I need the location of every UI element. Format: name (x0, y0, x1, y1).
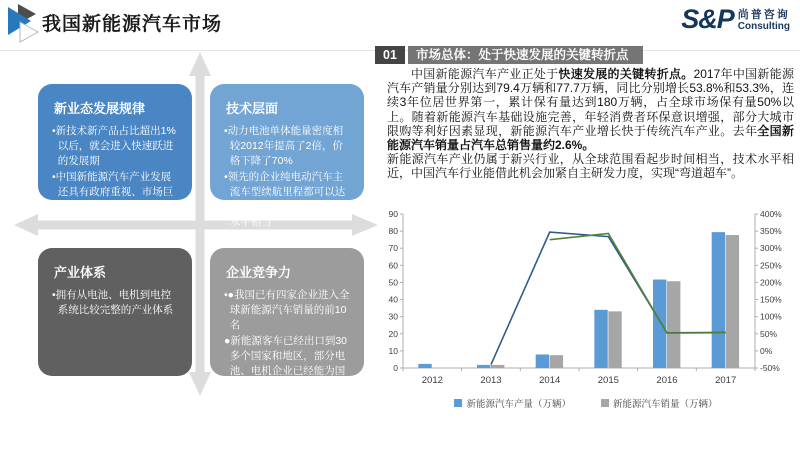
legend-label-sales: 新能源汽车销量（万辆） (613, 399, 718, 410)
quadrant-bullet: •动力电池单体能量密度相较2012年提高了2倍，价格下降了70% (224, 125, 344, 168)
svg-text:2015: 2015 (597, 375, 619, 386)
svg-text:2016: 2016 (656, 375, 678, 386)
quadrant-bullet: •新技术新产品占比超出1%以后，就会进入快速跃进的发展期 (52, 125, 176, 168)
quadrant-bullet: ●新能源客车已经出口到30多个国家和地区，部分电池、电机企业已经能为国际跨国汽车企业提供产品 (224, 334, 348, 393)
quadrant-bullet: •拥有从电池、电机到电控系统比较完整的产业体系 (52, 289, 174, 317)
chart-legend (377, 396, 795, 410)
svg-text:90: 90 (388, 209, 398, 219)
page-title: 我国新能源汽车市场 (42, 14, 223, 35)
svg-text:0%: 0% (760, 345, 773, 356)
svg-text:10: 10 (388, 345, 398, 356)
quadrant-box-enterprise-competitiveness (210, 248, 364, 393)
combo-chart-canvas (377, 206, 793, 390)
quadrant-box-title: 产业体系 (54, 265, 107, 280)
quadrant-box-new-business-pattern (38, 84, 192, 214)
svg-text:80: 80 (388, 226, 398, 237)
market-overview-panel (375, 46, 796, 410)
sp-logo-english: Consulting (737, 21, 790, 32)
quadrant-box-technology (210, 84, 364, 229)
quadrant-bullet: •●我国已有四家企业进入全球新能源汽车销量的前10名 (224, 289, 350, 332)
p1-bold-text: 快速发展的关键转折点。 (558, 67, 694, 81)
quadrant-box-title: 企业竞争力 (226, 265, 292, 280)
svg-text:50: 50 (388, 277, 398, 288)
svg-text:70: 70 (388, 243, 398, 254)
svg-text:40: 40 (388, 294, 398, 305)
quadrant-box-industry-system (38, 248, 192, 376)
svg-text:350%: 350% (760, 226, 782, 237)
svg-text:150%: 150% (760, 294, 782, 305)
sp-consulting-logo (681, 6, 790, 32)
svg-text:2013: 2013 (480, 375, 502, 386)
section-title: 市场总体：处于快速发展的关键转折点 (408, 46, 643, 64)
svg-text:-50%: -50% (760, 363, 780, 373)
svg-text:400%: 400% (760, 209, 782, 219)
sp-logo-chinese: 尚普咨询 (737, 9, 790, 21)
svg-text:250%: 250% (760, 260, 782, 271)
quadrant-diagram (0, 40, 385, 420)
paragraph-2: 新能源汽车产业仍属于新兴行业，从全球范围看起步时间相当，技术水平相近，中国汽车行业能借此机会加紧自主研发力度，实现“弯道超车”。 (387, 152, 794, 181)
svg-text:0: 0 (393, 363, 398, 373)
quadrant-box-title: 技术层面 (226, 101, 279, 116)
svg-text:60: 60 (388, 260, 398, 271)
quadrant-bullet: •中国新能源汽车产业发展还具有政府重视、市场巨大等多重优势 (52, 170, 174, 214)
quadrant-bullet: •领先的企业纯电动汽车主流车型续航里程都可以达到300公里以上，与国际水平相当 (224, 170, 346, 229)
slide-logo-triangles-icon (8, 4, 40, 44)
svg-text:20: 20 (388, 328, 398, 339)
sp-logo-text: S&P (681, 4, 734, 34)
svg-text:200%: 200% (760, 277, 782, 288)
body-text (387, 67, 794, 181)
p1-bold-text: 全国新能源汽车销量占汽车总销售量约2.6%。 (387, 123, 794, 153)
svg-text:2014: 2014 (539, 375, 561, 386)
paragraph-1 (387, 67, 794, 152)
legend-swatch-sales (601, 399, 609, 407)
svg-text:2017: 2017 (715, 375, 737, 386)
nev-production-sales-chart (377, 206, 795, 410)
quadrant-box-title: 新业态发展规律 (54, 101, 146, 116)
section-number-badge: 01 (375, 46, 405, 64)
legend-item-sales (601, 396, 718, 410)
svg-text:300%: 300% (760, 243, 782, 254)
section-header (375, 46, 796, 64)
legend-label-production: 新能源汽车产量（万辆） (466, 399, 571, 410)
svg-text:2012: 2012 (421, 375, 443, 386)
p1-text: 中国新能源汽车产业正处于 (411, 67, 559, 81)
legend-swatch-production (454, 399, 462, 407)
svg-text:50%: 50% (760, 328, 778, 339)
svg-text:30: 30 (388, 311, 398, 322)
svg-text:100%: 100% (760, 311, 782, 322)
legend-item-production (454, 396, 571, 410)
p1-text: 2017年中国新能源汽车产销量分别达到79.4万辆和77.7万辆，同比分别增长53.8%和53.3%，连续3年位居世界第一，累计保有量达到180万辆，占全球市场保有量50%以上。随着新能源汽车基础设施完善，年轻消费者环保意识增强，部分大城市限购等利好因素显现，新能源汽车产业增长快于传统汽车产业。去年 (387, 67, 794, 138)
